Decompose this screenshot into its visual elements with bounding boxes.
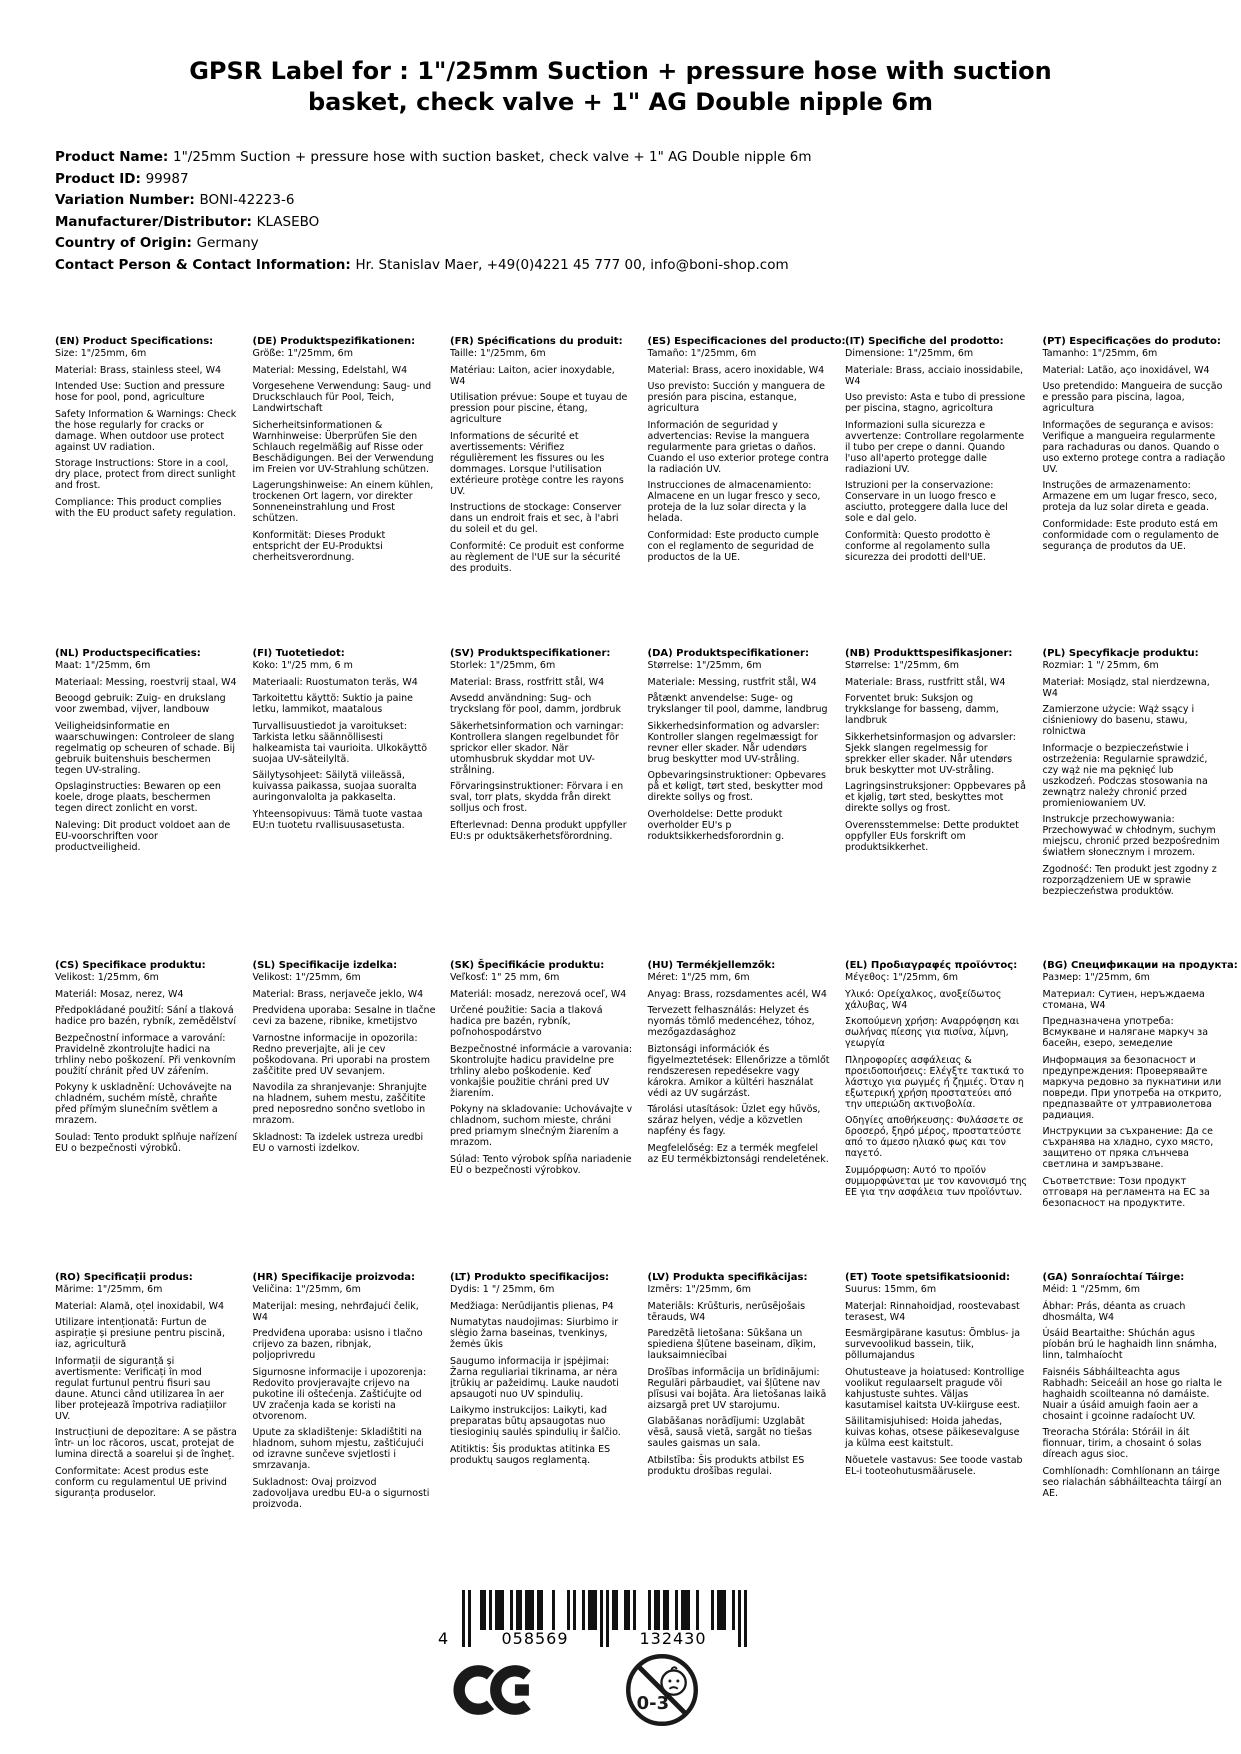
block-title: (SK) Špecifikácie produktu: bbox=[450, 960, 605, 971]
page-title bbox=[0, 56, 1241, 118]
block-paragraph: Съответствие: Този продукт отговаря на регламента на ЕС за безопасност на продуктите. bbox=[1042, 1175, 1210, 1209]
block-paragraph: Veľkosť: 1" 25 mm, 6m bbox=[450, 972, 560, 983]
block-paragraph: Skladnost: Ta izdelek ustreza uredbi EU o varnosti izdelkov. bbox=[252, 1131, 424, 1154]
block-paragraph: Uso previsto: Asta e tubo di pressione per piscina, stagno, agricoltura bbox=[845, 392, 1026, 414]
block-paragraph: Tárolási utasítások: Üzlet egy hűvös, száraz helyen, védje a közvetlen napfény és fagy. bbox=[647, 1104, 821, 1137]
product-info-row-0 bbox=[55, 147, 811, 169]
lang-block-sk bbox=[450, 960, 633, 1272]
block-paragraph: Materiał: Mosiądz, stal nierdzewna, W4 bbox=[1042, 676, 1210, 699]
lang-block-lt bbox=[450, 1272, 633, 1515]
block-title: (ET) Toote spetsifikatsioonid: bbox=[845, 1272, 1011, 1283]
lang-block-es bbox=[647, 336, 846, 648]
block-paragraph: Instrukcje przechowywania: Przechowywać w chłodnym, suchym miejscu, chronić przed bezpośrednim światłem słonecznym i mrozem. bbox=[1042, 814, 1220, 858]
lang-block-cs bbox=[55, 960, 238, 1272]
block-paragraph: Treoracha Stórála: Stóráil in áit fionnuar, tirim, a chosaint ó solas díreach agus sioc. bbox=[1042, 1427, 1202, 1460]
lang-block-pt bbox=[1043, 336, 1226, 648]
block-paragraph: Sicherheitsinformationen & Warnhinweise: Überprüfen Sie den Schlauch regelmäßig auf Risse oder Beschädigungen. Bei der Verwendung im Freien vor UV-Strahlung schützen. bbox=[252, 419, 434, 475]
block-paragraph: Tamaño: 1"/25mm, 6m bbox=[647, 348, 757, 359]
block-paragraph: Säkerhetsinformation och varningar: Kontrollera slangen regelbundet för sprickor eller skador. När utomhusbruk skyddar mot UV-strålning. bbox=[450, 720, 624, 776]
block-title: (FI) Tuotetiedot: bbox=[252, 648, 345, 659]
block-paragraph: Paredzētā lietošana: Sūkšana un spiediena šļūtene baseinam, dīķim, lauksaimniecībai bbox=[647, 1328, 816, 1361]
block-paragraph: Uso previsto: Succión y manguera de presión para piscina, estanque, agricultura bbox=[647, 381, 826, 414]
block-paragraph: Material: Brass, nerjaveče jeklo, W4 bbox=[252, 988, 424, 1000]
block-paragraph: Tamanho: 1"/25mm, 6m bbox=[1042, 348, 1158, 359]
product-info-label: Variation Number: bbox=[55, 192, 200, 208]
block-paragraph: Información de seguridad y advertencias: Revise la manguera regularmente para grietas o daños. Cuando el uso exterior protege contra la radiación UV. bbox=[647, 419, 829, 475]
page-title-line2: basket, check valve + 1" AG Double nipple 6m bbox=[307, 88, 934, 116]
block-paragraph: Materiál: mosadz, nerezová oceľ, W4 bbox=[450, 988, 627, 1000]
product-info bbox=[55, 147, 811, 276]
product-info-label: Product Name: bbox=[55, 149, 173, 165]
block-paragraph: Numatytas naudojimas: Siurbimo ir slėgio žarna baseinas, tvenkinys, žemės ūkis bbox=[450, 1317, 619, 1350]
block-paragraph: Navodila za shranjevanje: Shranjujte na hladnem, suhem mestu, zaščitite pred neposredno sončno svetlobo in mrazom. bbox=[252, 1082, 427, 1126]
lang-block-pl bbox=[1043, 648, 1226, 960]
block-paragraph: Taille: 1"/25mm, 6m bbox=[450, 348, 546, 359]
block-paragraph: Tervezett felhasználás: Helyzet és nyomás tömlő medencéhez, tóhoz, mezőgazdasághoz bbox=[647, 1005, 815, 1038]
block-paragraph: Compliance: This product complies with the EU product safety regulation. bbox=[55, 496, 236, 519]
block-paragraph: Ábhar: Prás, déanta as cruach dhosmálta, W4 bbox=[1042, 1300, 1186, 1323]
block-paragraph: Informazioni sulla sicurezza e avvertenze: Controllare regolarmente il tubo per crepe o danni. Quando l'uso all'aperto protegge dalle radiazioni UV. bbox=[845, 419, 1025, 475]
block-paragraph: Intended Use: Suction and pressure hose for pool, pond, agriculture bbox=[55, 381, 225, 403]
block-paragraph: Sikkerhedsinformation og advarsler: Kontroller slangen regelmæssigt for revner eller skader. Når udendørs brug beskytter mod UV-stråling. bbox=[647, 720, 820, 765]
lang-block-hr bbox=[253, 1272, 436, 1515]
block-paragraph: Säilitamisjuhised: Hoida jahedas, kuivas kohas, otsese päikesevalguse ja külma eest kaitstult. bbox=[845, 1416, 1020, 1449]
block-paragraph: Material: Alamă, oțel inoxidabil, W4 bbox=[55, 1300, 225, 1312]
block-paragraph: Materiale: Brass, rustfritt stål, W4 bbox=[845, 676, 1006, 688]
lang-block-en bbox=[55, 336, 238, 648]
block-paragraph: Materiaal: Messing, roestvrij staal, W4 bbox=[55, 676, 237, 688]
block-paragraph: Инструкции за съхранение: Да се съхранява на хладно, сухо място, защитено от пряка слънчева светлина и замръзване. bbox=[1042, 1126, 1214, 1170]
block-paragraph: Konformität: Dieses Produkt entspricht der EU-Produktsi cherheitsverordnung. bbox=[252, 529, 386, 563]
lang-block-fr bbox=[450, 336, 633, 648]
block-paragraph: Soulad: Tento produkt splňuje nařízení EU o bezpečnosti výrobků. bbox=[55, 1131, 238, 1154]
block-paragraph: Beoogd gebruik: Zuig- en drukslang voor zwembad, vijver, landbouw bbox=[55, 693, 226, 715]
block-paragraph: Overholdelse: Dette produkt overholder EU's p roduktsikkerhedsforordnin g. bbox=[647, 808, 785, 842]
age-warning-0-3-icon bbox=[624, 1652, 700, 1732]
ce-mark-icon bbox=[453, 1662, 535, 1722]
block-paragraph: Lagerungshinweise: An einem kühlen, trockenen Ort lagern, vor direkter Sonneneinstrahlung und Frost schützen. bbox=[252, 480, 434, 524]
block-paragraph: Velikost: 1"/25mm, 6m bbox=[252, 972, 361, 983]
block-paragraph: Material: Latão, aço inoxidável, W4 bbox=[1042, 364, 1210, 376]
block-paragraph: Информация за безопасност и предупреждения: Проверявайте маркуча редовно за пукнатини или повреди. При употреба на открито, предпазвайте от ултравиолетова радиация. bbox=[1042, 1054, 1222, 1121]
lang-block-ro bbox=[55, 1272, 238, 1515]
barcode-digits-right: 132430 bbox=[639, 1629, 707, 1648]
block-paragraph: Størrelse: 1"/25mm, 6m bbox=[647, 660, 762, 671]
block-paragraph: Méret: 1"/25 mm, 6m bbox=[647, 972, 750, 983]
block-paragraph: Veličina: 1"/25mm, 6m bbox=[252, 1284, 361, 1295]
block-paragraph: Comhlíonadh: Comhlíonann an táirge seo rialachán sábháilteachta táirgí an AE. bbox=[1042, 1465, 1222, 1499]
block-paragraph: Maat: 1"/25mm, 6m bbox=[55, 660, 151, 671]
block-paragraph: Sukladnost: Ovaj proizvod zadovoljava uredbu EU-a o sigurnosti proizvoda. bbox=[252, 1476, 430, 1510]
block-paragraph: Materiale: Messing, rustfrit stål, W4 bbox=[647, 676, 817, 688]
block-paragraph: Υλικό: Ορείχαλκος, ανοξείδωτος χάλυβας, W4 bbox=[845, 988, 1002, 1011]
block-paragraph: Conformità: Questo prodotto è conforme al regolamento sulla sicurezza dei prodotti dell'UE. bbox=[845, 529, 991, 563]
block-paragraph: Glabāšanas norādījumi: Uzglabāt vēsā, sausā vietā, sargāt no tiešas saules gaismas un sala. bbox=[647, 1416, 812, 1449]
block-paragraph: Atitiktis: Šis produktas atitinka ES produktų saugos reglamentą. bbox=[450, 1443, 611, 1466]
block-title: (NB) Produkttspesifikasjoner: bbox=[845, 648, 1013, 659]
lang-block-lv bbox=[648, 1272, 831, 1515]
block-title: (EN) Product Specifications: bbox=[55, 336, 214, 347]
language-grid bbox=[55, 336, 1240, 1515]
block-paragraph: Efterlevnad: Denna produkt uppfyller EU:s pr oduktsäkerhetsförordning. bbox=[450, 819, 627, 842]
block-paragraph: Sikkerhetsinformasjon og advarsler: Sjekk slangen regelmessig for sprekker eller skader. Når utendørs bruk beskytter mot UV-stråling. bbox=[845, 731, 1016, 776]
lang-block-nb bbox=[845, 648, 1028, 960]
block-paragraph: Πληροφορίες ασφάλειας & προειδοποιήσεις: Ελέγξτε τακτικά το λάστιχο για ρωγμές ή ζημιές. Όταν η εξωτερική χρήση προστατεύει από την υπεριώδη ακτινοβολία. bbox=[845, 1054, 1024, 1110]
block-paragraph: Yhteensopivuus: Tämä tuote vastaa EU:n tuotetu rvallisuusasetusta. bbox=[252, 808, 423, 831]
block-paragraph: Opbevaringsinstruktioner: Opbevares på et køligt, tørt sted, beskytter mod direkte sollys og frost. bbox=[647, 770, 826, 803]
block-paragraph: Rozmiar: 1 "/ 25mm, 6m bbox=[1042, 660, 1159, 671]
block-title: (FR) Spécifications du produit: bbox=[450, 336, 623, 347]
block-paragraph: Sigurnosne informacije i upozorenja: Redovito provjeravajte crijevo na pukotine ili oštećenja. Zaštićujte od UV zračenja kada se koristi na otvorenom. bbox=[252, 1366, 427, 1422]
block-title: (PL) Specyfikacje produktu: bbox=[1042, 648, 1199, 659]
lang-block-da bbox=[648, 648, 831, 960]
block-paragraph: Materijal: mesing, nehrđajući čelik, W4 bbox=[252, 1300, 419, 1323]
block-paragraph: Izmērs: 1"/25mm, 6m bbox=[647, 1284, 752, 1295]
block-title: (HU) Termékjellemzők: bbox=[647, 960, 776, 971]
product-info-value: KLASEBO bbox=[256, 213, 320, 230]
block-paragraph: Saugumo informacija ir įspėjimai: Žarna reguliariai tikrinama, ar nėra įtrūkių ar pažeidimų. Lauke naudoti apsaugoti nuo UV spindulių. bbox=[450, 1355, 619, 1400]
product-info-value: BONI-42223-6 bbox=[199, 192, 295, 208]
block-paragraph: Předpokládané použití: Sání a tlaková hadice pro bazén, rybník, zemědělství bbox=[55, 1005, 237, 1027]
block-paragraph: Turvallisuustiedot ja varoitukset: Tarkista letku säännöllisesti halkeamista tai vaurioita. Ulkokäyttö suojaa UV-säteilyltä. bbox=[252, 720, 428, 765]
block-paragraph: Uso pretendido: Mangueira de sucção e pressão para piscina, lagoa, agricultura bbox=[1042, 381, 1223, 414]
block-paragraph: Predviđena uporaba: usisno i tlačno crijevo za bazen, ribnjak, poljoprivredu bbox=[252, 1328, 423, 1361]
block-paragraph: Koko: 1"/25 mm, 6 m bbox=[252, 660, 353, 671]
lang-block-sl bbox=[253, 960, 436, 1272]
block-paragraph: Medžiaga: Nerūdijantis plienas, P4 bbox=[450, 1300, 614, 1312]
block-paragraph: Bezpečnostní informace a varování: Pravidelně zkontrolujte hadici na trhliny nebo poškození. Při venkovním použití chránit před UV zářením. bbox=[55, 1032, 236, 1077]
product-info-label: Product ID: bbox=[55, 170, 146, 187]
block-paragraph: Dimensione: 1"/25mm, 6m bbox=[845, 348, 974, 359]
block-paragraph: Pokyny na skladovanie: Uchovávajte v chladnom, suchom mieste, chráni pred priamym slnečným žiarením a mrazom. bbox=[450, 1104, 633, 1148]
block-paragraph: Velikost: 1/25mm, 6m bbox=[55, 972, 159, 983]
block-paragraph: Nõuetele vastavus: See toode vastab EL-i tooteohutusmäärusele. bbox=[845, 1454, 1023, 1477]
lang-block-ga bbox=[1043, 1272, 1226, 1515]
block-paragraph: Conformidade: Este produto está em conformidade com o regulamento de segurança de produtos da UE. bbox=[1042, 518, 1219, 552]
product-info-label: Contact Person & Contact Information: bbox=[55, 256, 356, 273]
block-paragraph: Zgodność: Ten produkt jest zgodny z rozporządzeniem UE w sprawie bezpieczeństwa produktów. bbox=[1042, 863, 1217, 897]
block-paragraph: Varnostne informacije in opozorila: Redno preverjajte, ali je cev poškodovana. Pri uporabi na prostem zaščitite pred UV sevanjem. bbox=[252, 1032, 431, 1077]
block-paragraph: Forventet bruk: Suksjon og trykkslange for basseng, damm, landbruk bbox=[845, 693, 999, 726]
block-paragraph: Συμμόρφωση: Αυτό το προϊόν συμμορφώνεται με τον κανονισμό της ΕΕ για την ασφάλεια των προϊόντων. bbox=[845, 1164, 1028, 1198]
block-paragraph: Informații de siguranță și avertismente: Verificați în mod regulat furtunul pentru fisuri sau daune. Atunci când utilizarea în aer liber protejează împotriva radiațiilor UV. bbox=[55, 1355, 227, 1422]
block-paragraph: Material: Messing, Edelstahl, W4 bbox=[252, 364, 408, 376]
block-title: (LT) Produkto specifikacijos: bbox=[450, 1272, 610, 1283]
block-paragraph: Pokyny k uskladnění: Uchovávejte na chladném, suchém místě, chraňte před přímým slunečním světlem a mrazem. bbox=[55, 1082, 232, 1126]
product-info-label: Country of Origin: bbox=[55, 235, 197, 251]
ean13-barcode bbox=[438, 1590, 747, 1648]
block-paragraph: Istruzioni per la conservazione: Conservare in un luogo fresco e asciutto, proteggere dalla luce del sole e dal gelo. bbox=[845, 480, 1008, 524]
lang-block-hu bbox=[648, 960, 831, 1272]
lang-block-fi bbox=[253, 648, 436, 960]
block-paragraph: Overensstemmelse: Dette produktet oppfyller EUs forskrift om produktsikkerhet. bbox=[845, 819, 1019, 853]
barcode-bar bbox=[744, 1590, 747, 1647]
block-paragraph: Materiāls: Krūšturis, nerūsējošais tērauds, W4 bbox=[647, 1300, 806, 1323]
block-paragraph: Suurus: 15mm, 6m bbox=[845, 1284, 937, 1295]
block-paragraph: Opslaginstructies: Bewaren op een koele, droge plaats, beschermen tegen direct zonlicht en vorst. bbox=[55, 781, 221, 814]
block-paragraph: Materiál: Mosaz, nerez, W4 bbox=[55, 988, 184, 1000]
block-paragraph: Størrelse: 1"/25mm, 6m bbox=[845, 660, 960, 671]
block-paragraph: Drošības informācija un brīdinājumi: Regulāri pārbaudiet, vai šļūtene nav plīsusi vai bojāta. Āra lietošanas laikā aizsargā pret UV starojumu. bbox=[647, 1366, 827, 1411]
product-info-row-2 bbox=[55, 190, 811, 212]
block-title: (NL) Productspecificaties: bbox=[55, 648, 201, 659]
block-paragraph: Μέγεθος: 1"/25mm, 6m bbox=[845, 972, 959, 983]
block-paragraph: Materiale: Brass, acciaio inossidabile, W4 bbox=[845, 364, 1024, 387]
block-paragraph: Zamierzone użycie: Wąż ssący i ciśnieniowy do basenu, stawu, rolnictwa bbox=[1042, 704, 1195, 737]
block-paragraph: Instruções de armazenamento: Armazene em um lugar fresco, seco, proteja da luz solar direta e geada. bbox=[1042, 480, 1218, 513]
block-paragraph: Storlek: 1"/25mm, 6m bbox=[450, 660, 556, 671]
block-paragraph: Material: Brass, rostfritt stål, W4 bbox=[450, 676, 605, 688]
block-paragraph: Instrucciones de almacenamiento: Almacene en un lugar fresco y seco, proteja de la luz solar directa y la helada. bbox=[647, 480, 821, 524]
block-paragraph: Предназначена употреба: Всмукване и налягане маркуч за басейн, езеро, земеделие bbox=[1042, 1016, 1209, 1049]
product-info-value: Hr. Stanislav Maer, +49(0)4221 45 777 00, info@boni-shop.com bbox=[355, 256, 789, 273]
block-paragraph: Instrucțiuni de depozitare: A se păstra într- un loc răcoros, uscat, protejat de lumina directă a soarelui și de îngheț. bbox=[55, 1427, 237, 1460]
age-warning-label: 0-3 bbox=[636, 1693, 670, 1714]
block-paragraph: Informations de sécurité et avertissements: Vérifiez régulièrement les fissures ou les dommages. Lorsque l'utilisation extérieure protège contre les rayons UV. bbox=[450, 430, 624, 497]
block-paragraph: Safety Information & Warnings: Check the hose regularly for cracks or damage. When outdoor use protect against UV radiation. bbox=[55, 408, 237, 453]
block-paragraph: Размер: 1"/25mm, 6m bbox=[1042, 972, 1150, 983]
block-paragraph: Dydis: 1 "/ 25mm, 6m bbox=[450, 1284, 555, 1295]
block-paragraph: Tarkoitettu käyttö: Suktio ja paine letku, lammikot, maatalous bbox=[252, 693, 413, 715]
page-title-line1: GPSR Label for : 1"/25mm Suction + pressure hose with suction bbox=[189, 57, 1052, 85]
product-info-row-4 bbox=[55, 233, 811, 255]
block-title: (CS) Specifikace produktu: bbox=[55, 960, 206, 971]
block-paragraph: Úsáid Beartaithe: Shúchán agus píobán brú le haghaidh linn snámha, linn, talmhaíocht bbox=[1042, 1328, 1218, 1361]
block-paragraph: Förvaringsinstruktioner: Förvara i en sval, torr plats, skydda från direkt solljus och frost. bbox=[450, 781, 624, 814]
lang-block-el bbox=[845, 960, 1028, 1272]
block-paragraph: Utilisation prévue: Soupe et tuyau de pression pour piscine, étang, agriculture bbox=[450, 392, 628, 425]
barcode-digit-first: 4 bbox=[438, 1629, 450, 1648]
lang-block-de bbox=[253, 336, 436, 648]
block-title: (SV) Produktspecifikationer: bbox=[450, 648, 611, 659]
block-paragraph: Faisnéis Sábháilteachta agus Rabhadh: Seiceáil an hose go rialta le haghaidh scoilteanna nó damáiste. Nuair a úsáid amuigh faoin aer a chosaint i gcoinne radaíocht UV. bbox=[1042, 1366, 1222, 1422]
block-paragraph: Ohutusteave ja hoiatused: Kontrollige voolikut regulaarselt pragude või kahjustuste suhtes. Väljas kasutamisel kaitsta UV-kiirguse eest. bbox=[845, 1366, 1025, 1411]
block-paragraph: Materiaali: Ruostumaton teräs, W4 bbox=[252, 676, 418, 688]
block-title: (BG) Спецификации на продукта: bbox=[1042, 960, 1238, 971]
product-info-value: 1"/25mm Suction + pressure hose with suction basket, check valve + 1" AG Double nipple 6m bbox=[173, 149, 812, 165]
block-paragraph: Lagringsinstruksjoner: Oppbevares på et kjølig, tørt sted, beskyttes mot direkte sollys og frost. bbox=[845, 781, 1026, 814]
block-title: (RO) Specificații produs: bbox=[55, 1272, 193, 1283]
block-paragraph: Materjal: Rinnahoidjad, roostevabast terasest, W4 bbox=[845, 1300, 1020, 1323]
lang-block-bg bbox=[1042, 960, 1238, 1272]
block-paragraph: Instructions de stockage: Conserver dans un endroit frais et sec, à l'abri du soleil et du gel. bbox=[450, 502, 622, 535]
product-info-value: Germany bbox=[196, 235, 259, 251]
block-paragraph: Veiligheidsinformatie en waarschuwingen: Controleer de slang regelmatig op scheuren of schade. Bij gebruik buitenshuis beschermen tegen UV-straling. bbox=[55, 720, 235, 776]
block-paragraph: Utilizare intenționată: Furtun de aspirație și presiune pentru piscină, iaz, agricultură bbox=[55, 1317, 225, 1350]
block-paragraph: Material: Brass, acero inoxidable, W4 bbox=[647, 364, 825, 376]
block-title: (DA) Produktspecifikationer: bbox=[647, 648, 809, 659]
block-paragraph: Určené použitie: Sacia a tlaková hadica pre bazén, rybník, poľnohospodárstvo bbox=[450, 1005, 603, 1038]
block-paragraph: Conformidad: Este producto cumple con el reglamento de seguridad de productos de la UE. bbox=[647, 529, 819, 563]
block-paragraph: Материал: Сутиен, неръждаема стомана, W4 bbox=[1042, 988, 1205, 1011]
block-paragraph: Avsedd användning: Sug- och tryckslang för pool, damm, jordbruk bbox=[450, 693, 621, 715]
block-paragraph: Größe: 1"/25mm, 6m bbox=[252, 348, 353, 359]
block-title: (SL) Specifikacije izdelka: bbox=[252, 960, 398, 971]
product-info-label: Manufacturer/Distributor: bbox=[55, 213, 257, 230]
block-paragraph: Påtænkt anvendelse: Suge- og trykslanger til pool, damme, landbrug bbox=[647, 693, 828, 715]
product-info-row-3 bbox=[55, 212, 811, 234]
block-title: (ES) Especificaciones del producto: bbox=[647, 336, 846, 347]
block-paragraph: Atbilstība: Šis produkts atbilst ES produktu drošības regulai. bbox=[647, 1454, 805, 1477]
block-title: (IT) Specifiche del prodotto: bbox=[845, 336, 1004, 347]
block-paragraph: Bezpečnostné informácie a varovania: Skontrolujte hadicu pravidelne pre trhliny alebo poškodenie. Keď vonkajšie použitie chráni pred UV žiarením. bbox=[450, 1043, 633, 1099]
block-paragraph: Upute za skladištenje: Skladištiti na hladnom, suhom mjestu, zaštićujući od izravne sunčeve svjetlosti i smrzavanja. bbox=[252, 1427, 424, 1471]
block-paragraph: Méid: 1 "/25mm, 6m bbox=[1042, 1284, 1141, 1295]
block-paragraph: Informações de segurança e avisos: Verifique a mangueira regularmente para rachaduras ou danos. Quando o uso externo protege contra a radiação UV. bbox=[1042, 419, 1226, 475]
block-paragraph: Conformitate: Acest produs este conform cu regulamentul UE privind siguranța produselor. bbox=[55, 1465, 227, 1499]
block-paragraph: Conformité: Ce produit est conforme au règlement de l'UE sur la sécurité des produits. bbox=[450, 540, 625, 574]
block-title: (GA) Sonraíochtaí Táirge: bbox=[1042, 1272, 1185, 1283]
block-paragraph: Súlad: Tento výrobok spĺňa nariadenie EÚ o bezpečnosti výrobkov. bbox=[450, 1153, 632, 1176]
block-paragraph: Οδηγίες αποθήκευσης: Φυλάσσετε σε δροσερό, ξηρό μέρος, προστατεύστε από το άμεσο ηλιακό φως και τον παγετό. bbox=[845, 1115, 1024, 1159]
lang-block-nl bbox=[55, 648, 238, 960]
block-title: (LV) Produkta specifikācijas: bbox=[647, 1272, 808, 1283]
product-info-row-1 bbox=[55, 169, 811, 191]
product-info-value: 99987 bbox=[145, 170, 189, 187]
lang-block-et bbox=[845, 1272, 1028, 1515]
block-paragraph: Laikymo instrukcijos: Laikyti, kad preparatas būtų apsaugotas nuo tiesioginių saulės spindulių ir šalčio. bbox=[450, 1405, 621, 1438]
lang-block-it bbox=[845, 336, 1028, 648]
block-paragraph: Biztonsági információk és figyelmeztetések: Ellenőrizze a tömlőt rendszeresen repedésekre vagy károkra. Amikor a kültéri használat védi az UV sugárzást. bbox=[647, 1043, 830, 1099]
block-paragraph: Predvidena uporaba: Sesalne in tlačne cevi za bazene, ribnike, kmetijstvo bbox=[252, 1005, 436, 1027]
block-paragraph: Mărime: 1"/25mm, 6m bbox=[55, 1284, 163, 1295]
block-paragraph: Megfelelőség: Ez a termék megfelel az EU termékbiztonsági rendeletének. bbox=[647, 1142, 829, 1165]
block-paragraph: Matériau: Laiton, acier inoxydable, W4 bbox=[450, 364, 615, 387]
block-paragraph: Naleving: Dit product voldoet aan de EU-voorschriften voor productveiligheid. bbox=[55, 819, 231, 853]
block-title: (EL) Προδιαγραφές προϊόντος: bbox=[845, 960, 1018, 971]
block-paragraph: Vorgesehene Verwendung: Saug- und Druckschlauch für Pool, Teich, Landwirtschaft bbox=[252, 381, 432, 414]
barcode-digits-left: 058569 bbox=[501, 1629, 569, 1648]
block-paragraph: Σκοπούμενη χρήση: Αναρρόφηση και σωλήνας πίεσης για πισίνα, λίμνη, γεωργία bbox=[845, 1016, 1020, 1049]
lang-block-sv bbox=[450, 648, 633, 960]
block-paragraph: Anyag: Brass, rozsdamentes acél, W4 bbox=[647, 988, 827, 1000]
block-paragraph: Size: 1"/25mm, 6m bbox=[55, 348, 147, 359]
block-paragraph: Säilytysohjeet: Säilytä viileässä, kuivassa paikassa, suojaa suoralta auringonvalolta ja pakkaselta. bbox=[252, 770, 417, 803]
block-title: (HR) Specifikacije proizvoda: bbox=[252, 1272, 416, 1283]
block-title: (PT) Especificações do produto: bbox=[1042, 336, 1221, 347]
block-title: (DE) Produktspezifikationen: bbox=[252, 336, 416, 347]
product-info-row-5 bbox=[55, 255, 811, 277]
block-paragraph: Storage Instructions: Store in a cool, dry place, protect from direct sunlight and frost. bbox=[55, 458, 236, 491]
block-paragraph: Informacje o bezpieczeństwie i ostrzeżenia: Regularnie sprawdzić, czy wąż nie ma pęknięć lub uszkodzeń. Podczas stosowania na zewnątrz należy chronić przed promieniowaniem UV. bbox=[1042, 742, 1208, 809]
block-paragraph: Material: Brass, stainless steel, W4 bbox=[55, 364, 222, 376]
block-paragraph: Eesmärgipärane kasutus: Õmblus- ja survevoolikud bassein, tiik, põllumajandus bbox=[845, 1328, 1021, 1361]
